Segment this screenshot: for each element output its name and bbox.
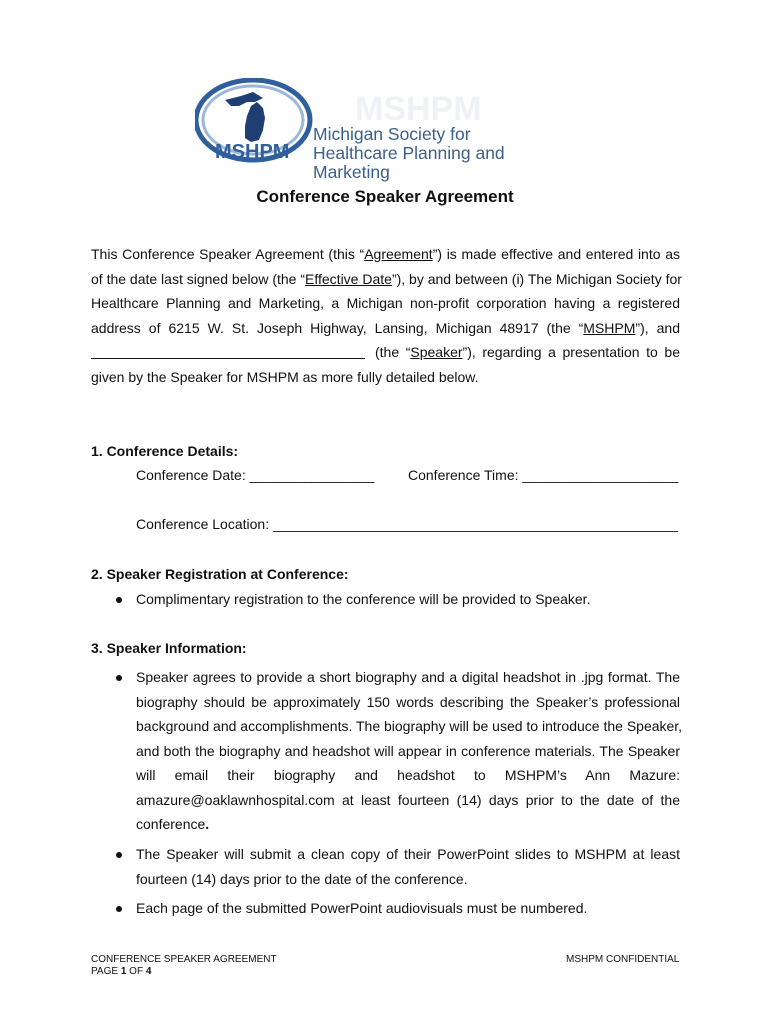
- intro-line-2: [91, 271, 680, 287]
- intro-line-4: [91, 320, 680, 336]
- page-label: PAGE: [91, 966, 121, 977]
- speaker-info-line-5: will email their biography and headshot to MSHPM’s Ann Mazure:: [136, 767, 680, 783]
- logo-line2: Healthcare Planning and Marketing: [313, 143, 505, 182]
- speaker-info-line-3: background and accomplishments. The biography will be used to introduce the Speaker,: [136, 718, 683, 734]
- page-of: OF: [126, 966, 146, 977]
- numbering-text: Each page of the submitted PowerPoint audiovisuals must be numbered.: [136, 900, 588, 916]
- page-title: Conference Speaker Agreement: [256, 187, 514, 206]
- logo-line1: Michigan Society for: [313, 124, 471, 144]
- speaker-info-line-7: [136, 816, 209, 832]
- bullet-icon: [116, 675, 122, 681]
- speaker-info-line-6: amazure@oaklawnhospital.com at least fourteen (14) days prior to the date of the: [136, 792, 680, 808]
- page-total: 4: [145, 966, 152, 977]
- intro-line-1: [91, 246, 680, 262]
- conference-date-field[interactable]: Conference Date: ________________: [136, 467, 375, 483]
- speaker-info-period: .: [205, 816, 210, 832]
- intro-text: address of 6215 W. St. Joseph Highway, Lansing, Michigan 48917 (the “: [91, 320, 584, 336]
- bullet-icon: [116, 852, 122, 858]
- conference-time-field[interactable]: Conference Time: ____________________: [408, 467, 679, 483]
- mshpm-logo: [195, 78, 575, 182]
- section-1-heading: 1. Conference Details:: [91, 443, 239, 459]
- logo-name: [313, 125, 575, 182]
- section-3-heading: 3. Speaker Information:: [91, 640, 247, 656]
- slides-line-2: fourteen (14) days prior to the date of the conference.: [136, 871, 468, 887]
- bullet-icon: [116, 597, 122, 603]
- footer-left: [91, 954, 277, 978]
- slides-line-1: The Speaker will submit a clean copy of their PowerPoint slides to MSHPM at least: [136, 846, 680, 862]
- intro-text: This Conference Speaker Agreement (this “: [91, 246, 365, 262]
- logo-abbr: MSHPM: [215, 141, 290, 163]
- footer-doc-title: CONFERENCE SPEAKER AGREEMENT: [91, 954, 277, 965]
- intro-line-6: given by the Speaker for MSHPM as more fully detailed below.: [91, 369, 479, 385]
- defined-term-effective-date: Effective Date: [305, 271, 392, 287]
- speaker-name-blank[interactable]: [91, 344, 365, 362]
- speaker-info-text: conference: [136, 816, 206, 832]
- intro-text: ”) is made effective and entered into as: [432, 246, 680, 262]
- defined-term-speaker: Speaker: [410, 344, 463, 360]
- defined-term-mshpm: MSHPM: [583, 320, 636, 336]
- intro-text: ”), by and between (i) The Michigan Society for: [391, 271, 682, 287]
- page-current: 1: [120, 966, 127, 977]
- intro-text: ”), and: [635, 320, 680, 336]
- bullet-icon: [116, 906, 122, 912]
- speaker-info-line-1: Speaker agrees to provide a short biography and a digital headshot in .jpg format. The: [136, 669, 680, 685]
- intro-text: (the “: [375, 344, 411, 360]
- footer-page-number: [91, 966, 277, 978]
- speaker-info-line-2: biography should be approximately 150 words describing the Speaker’s professional: [136, 694, 680, 710]
- svg-text:MSHPM: MSHPM: [355, 90, 482, 128]
- footer-confidential: MSHPM CONFIDENTIAL: [566, 954, 680, 965]
- speaker-info-line-4: and both the biography and headshot will appear in conference materials. The Speaker: [136, 743, 680, 759]
- intro-text: ”), regarding a presentation to be: [462, 344, 680, 360]
- intro-text: of the date last signed below (the “: [91, 271, 306, 287]
- conference-location-field[interactable]: Conference Location: ____________________________________________________: [136, 516, 678, 532]
- intro-line-3: Healthcare Planning and Marketing, a Michigan non-profit corporation having a registered: [91, 295, 680, 311]
- section-2-heading: 2. Speaker Registration at Conference:: [91, 566, 349, 582]
- intro-line-5: [375, 344, 680, 360]
- defined-term-agreement: Agreement: [364, 246, 433, 262]
- registration-text: Complimentary registration to the conference will be provided to Speaker.: [136, 591, 591, 607]
